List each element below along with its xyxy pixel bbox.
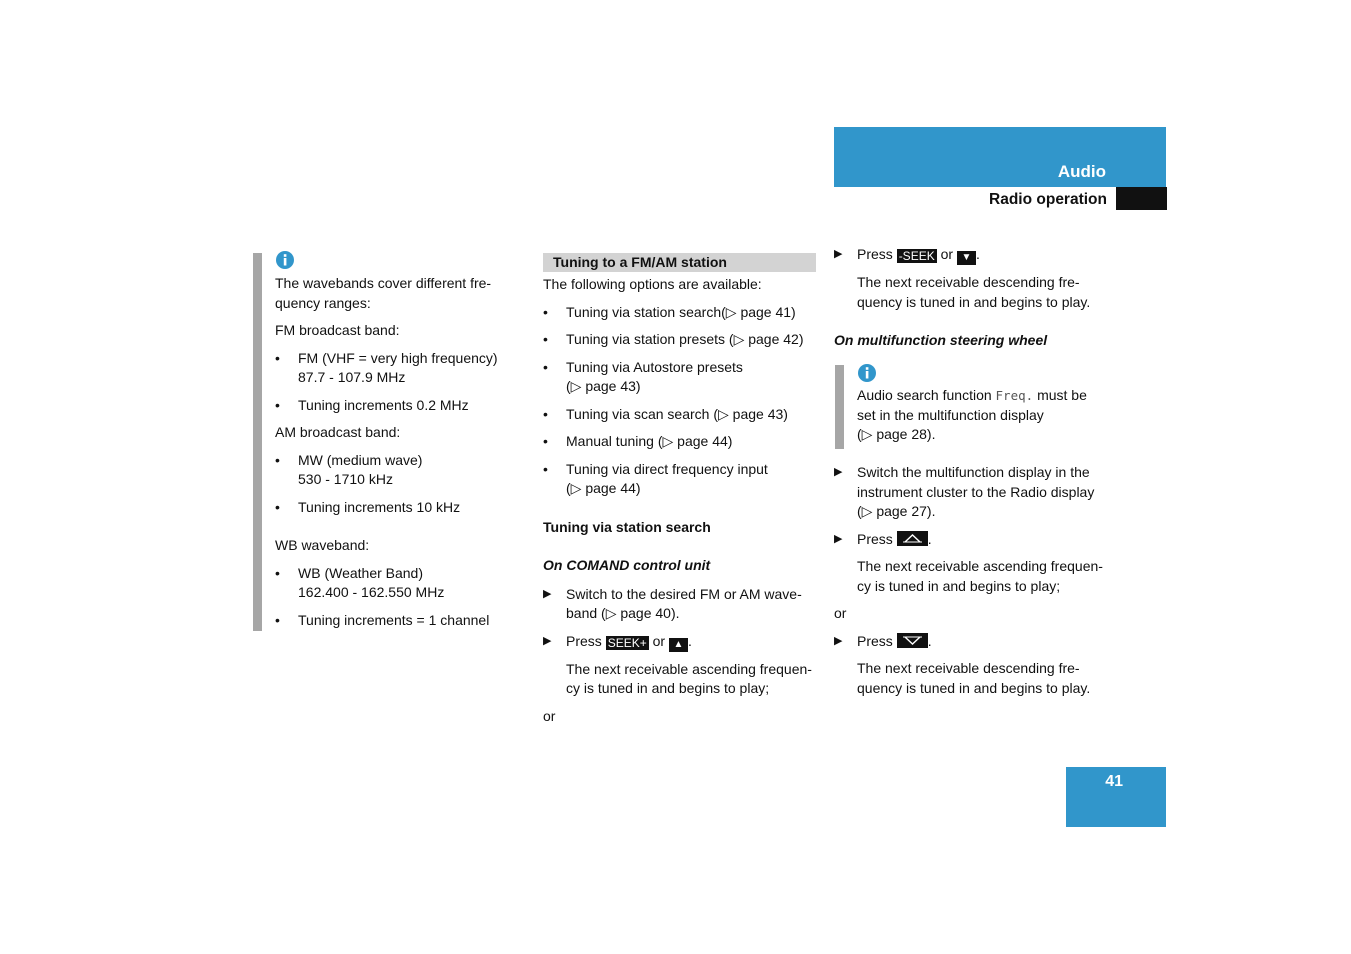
list-item: • Manual tuning (▷ page 44): [543, 432, 818, 452]
page-number: 41: [1105, 773, 1123, 790]
info-bar: [835, 365, 844, 449]
column-2: [543, 275, 818, 726]
list-item-text: • FM (VHF = very high frequency): [298, 349, 498, 366]
step-text: band (▷ page 40).: [566, 605, 680, 621]
or-text: or: [543, 707, 556, 724]
list-item: • Tuning increments 0.2 MHz: [275, 396, 515, 416]
step-text: or: [652, 632, 666, 649]
result-text: [834, 557, 1109, 596]
triangle-right-icon: ▶: [834, 248, 843, 260]
section-title: Radio operation: [989, 191, 1107, 208]
steering-wheel-down-key-icon: [897, 633, 928, 648]
list-item-text: • Tuning via Autostore presets: [566, 358, 743, 375]
result-line: quency is tuned in and begins to play.: [857, 293, 1091, 310]
info-icon: [276, 251, 294, 269]
intro-text: The wavebands cover different fre-quency ranges:: [275, 275, 492, 311]
triangle-right-icon: ▶: [543, 634, 552, 647]
list-item: [275, 451, 515, 490]
list-item: [275, 564, 515, 603]
down-arrow-key: ▼: [957, 251, 976, 265]
sub-subheading: On multifunction steering wheel: [834, 332, 1048, 348]
result-line: The next receivable descending fre-: [857, 660, 1080, 676]
step-text: instrument cluster to the Radio display: [857, 483, 1095, 500]
step-text: Press: [857, 530, 893, 547]
step-text: Press: [857, 246, 893, 262]
info-bar: [253, 253, 262, 631]
result-text: [834, 659, 1109, 698]
note-code: Freq.: [995, 388, 1034, 403]
list-item: • Tuning increments 10 kHz: [275, 498, 515, 518]
column-3: [834, 245, 1109, 351]
list-item-text: • Tuning via direct frequency input: [566, 460, 768, 477]
step-item: [834, 463, 1109, 522]
result-text: [543, 660, 818, 699]
info-icon: [858, 364, 876, 382]
list-item-text: • WB (Weather Band): [298, 564, 424, 581]
seek-down-key: -SEEK: [898, 249, 935, 263]
result-line: The next receivable ascending frequen-: [857, 558, 1103, 574]
triangle-right-icon: ▶: [834, 634, 843, 647]
list-item-text: 87.7 - 107.9 MHz: [298, 369, 406, 385]
wb-label: WB waveband:: [275, 537, 370, 553]
list-item-text: (▷ page 44): [566, 480, 641, 496]
list-item-text: • MW (medium wave): [298, 451, 423, 468]
list-item-text: 162.400 - 162.550 MHz: [298, 584, 445, 600]
subheading: Tuning via station search: [543, 518, 711, 535]
or-text: or: [834, 605, 847, 621]
step-item: ▶ Press SEEK+ or ▲ .: [543, 632, 692, 650]
step-item: ▶ Press -SEEK or ▼ .: [834, 246, 980, 263]
list-item-text: (▷ page 43): [566, 378, 641, 394]
step-text: Press: [566, 632, 602, 649]
step-text: or: [940, 246, 954, 262]
sub-subheading: On COMAND control unit: [543, 557, 711, 573]
result-line: The next receivable descending fre-: [857, 274, 1080, 290]
section-heading-text: Tuning to a FM/AM station: [553, 254, 727, 270]
list-item-text: 530 - 1710 kHz: [298, 471, 393, 487]
chapter-tab: [834, 127, 1166, 187]
list-item: • Tuning via station presets (▷ page 42): [543, 330, 818, 350]
page-number-tab: [1066, 767, 1166, 827]
note-line: [857, 386, 1117, 406]
list-item: [543, 358, 818, 397]
steering-wheel-up-key-icon: [897, 531, 928, 546]
chapter-title: Audio: [1057, 161, 1106, 181]
list-item: • Tuning via station search(▷ page 41): [543, 303, 818, 323]
seek-up-key: SEEK+: [607, 635, 647, 650]
note-text: Audio search function: [857, 387, 992, 403]
result-text: [834, 273, 1109, 312]
step-item: [543, 585, 818, 624]
up-arrow-key: ▲: [669, 638, 688, 652]
section-marker: [1116, 187, 1167, 210]
step-text: Switch to the desired FM or AM wave-: [566, 585, 802, 602]
am-label: AM broadcast band:: [275, 424, 401, 440]
triangle-right-icon: ▶: [543, 587, 552, 600]
list-item: • Tuning via scan search (▷ page 43): [543, 405, 818, 425]
note-line: (▷ page 28).: [857, 426, 936, 442]
column-3-steps: [834, 463, 1109, 698]
result-line: The next receivable ascending frequen-: [566, 660, 812, 677]
result-line: cy is tuned in and begins to play;: [857, 577, 1061, 594]
result-line: cy is tuned in and begins to play;: [566, 680, 770, 696]
step-text: (▷ page 27).: [857, 503, 936, 519]
note-line: set in the multifunction display: [857, 406, 1044, 423]
step-text: Press: [857, 632, 893, 649]
step-text: Switch the multifunction display in the: [857, 464, 1090, 480]
info-note: [857, 386, 1117, 445]
section-heading: [543, 253, 816, 272]
waveband-info: [275, 274, 515, 630]
step-item: ▶ Press .: [834, 632, 1109, 652]
step-item: ▶ Press .: [834, 530, 1109, 550]
triangle-right-icon: ▶: [834, 532, 843, 545]
options-intro: The following options are available:: [543, 276, 762, 292]
note-text: must be: [1037, 387, 1087, 403]
triangle-right-icon: ▶: [834, 466, 843, 478]
result-line: quency is tuned in and begins to play.: [857, 679, 1091, 696]
list-item: [275, 349, 515, 388]
fm-label: FM broadcast band:: [275, 322, 400, 338]
list-item: • Tuning increments = 1 channel: [275, 611, 515, 631]
list-item: [543, 460, 818, 499]
